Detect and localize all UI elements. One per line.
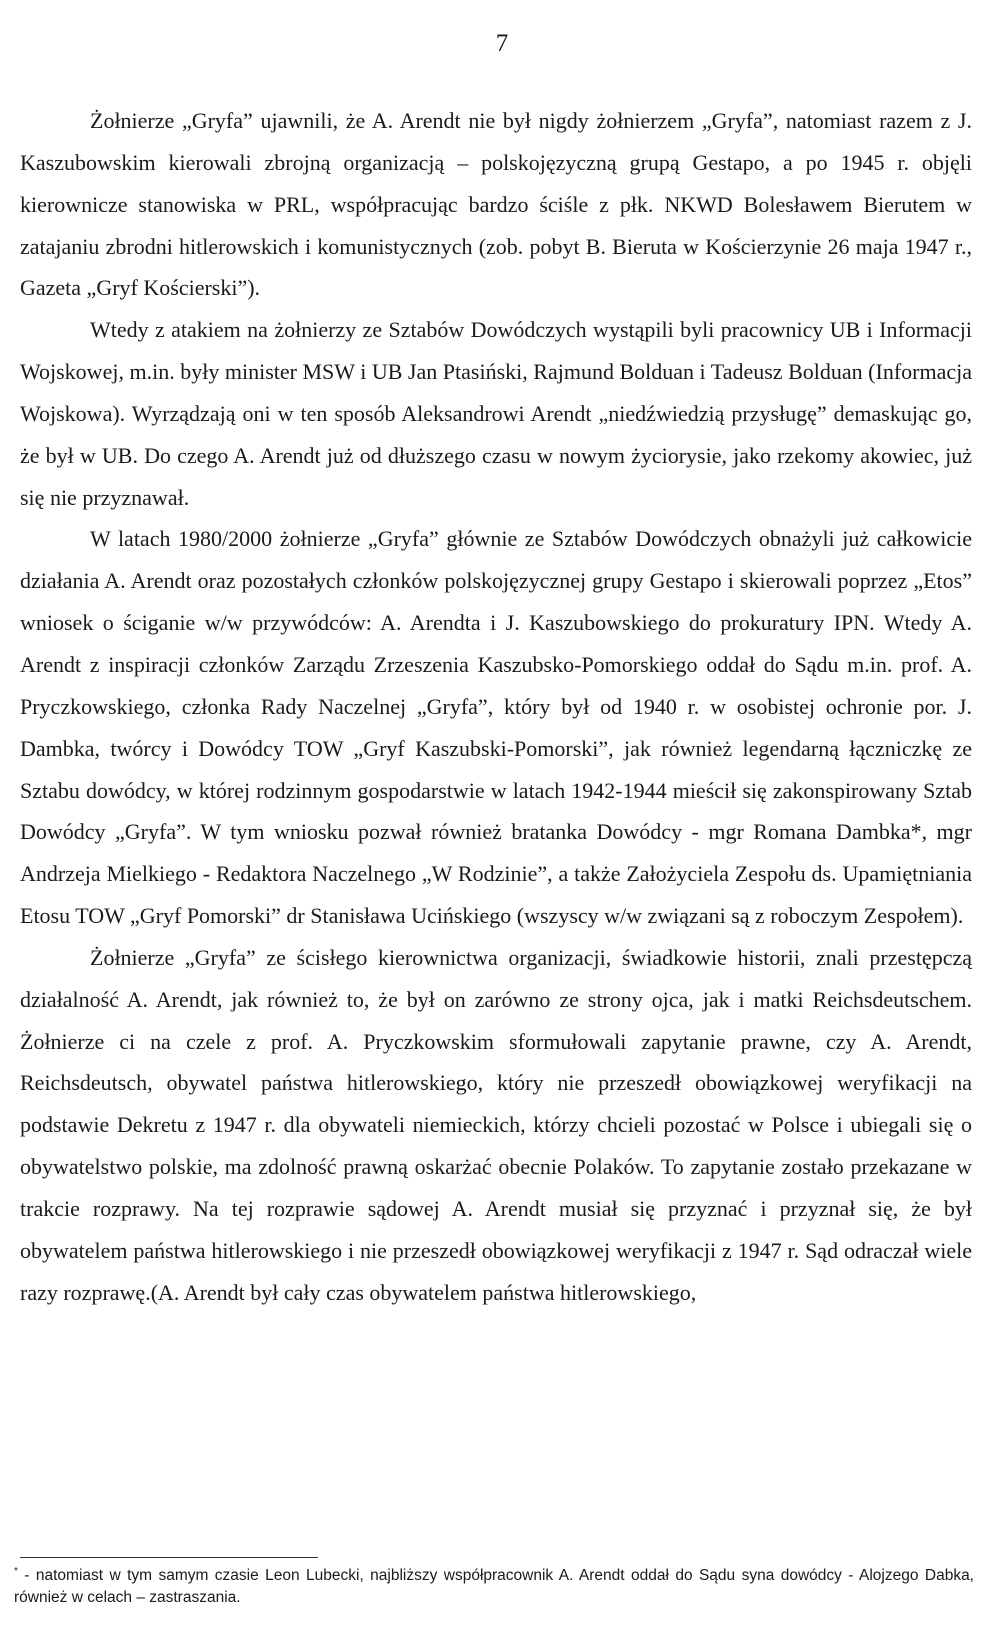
paragraph-4: Żołnierze „Gryfa” ze ścisłego kierownictwa organizacji, świadkowie historii, znali przestępczą działalność A. Arendt, jak również to, że był on zarówno ze strony ojca, jak i matki Reichsdeutschem. Żołnierze ci na czele z prof. A. Pryczkowskim sformułowali zapytanie prawne, czy A. Arendt, Reichsdeutsch, obywatel państwa hitlerowskiego, który nie przeszedł obowiązkowej weryfikacji na podstawie Dekretu z 1947 r. dla obywateli niemieckich, którzy chcieli pozostać w Polsce i ubiegali się o obywatelstwo polskie, ma zdolność prawną oskarżać obecnie Polaków. To zapytanie zostało przekazane w trakcie rozprawy. Na tej rozprawie sądowej A. Arendt musiał się przyznać i przyznał się, że był obywatelem państwa hitlerowskiego i nie przeszedł obowiązkowej weryfikacji z 1947 r. Sąd odraczał wiele razy rozprawę.(A. Arendt był cały czas obywatelem państwa hitlerowskiego, xyxy=(20,944,972,1305)
paragraph-1: Żołnierze „Gryfa” ujawnili, że A. Arendt nie był nigdy żołnierzem „Gryfa”, natomiast razem z J. Kaszubowskim kierowali zbrojną organizacją – polskojęzyczną grupą Gestapo, a po 1945 r. objęli kierownicze stanowiska w PRL, współpracując bardzo ściśle z płk. NKWD Bolesławem Bierutem w zatajaniu zbrodni hitlerowskich i komunistycznych (zob. pobyt B. Bieruta w Kościerzynie 26 maja 1947 r., Gazeta „Gryf Kościerski”). xyxy=(20,108,972,301)
footnote-text: - natomiast w tym samym czasie Leon Lubecki, najbliższy współpracownik A. Arendt oddał do Sądu syna dowódcy - Alojzego Dabka, również w celach – zastraszania. xyxy=(14,1567,974,1606)
paragraph-2: Wtedy z atakiem na żołnierzy ze Sztabów Dowódczych wystąpili byli pracownicy UB i Informacji Wojskowej, m.in. były minister MSW i UB Jan Ptasiński, Rajmund Bolduan i Tadeusz Bolduan (Informacja Wojskowa). Wyrządzają oni w ten sposób Aleksandrowi Arendt „niedźwiedzią przysługę” demaskując go, że był w UB. Do czego A. Arendt już od dłuższego czasu w nowym życiorysie, jako rzekomy akowiec, już się nie przyznawał. xyxy=(20,317,972,510)
footnote-marker: * xyxy=(14,1565,18,1577)
footnote-divider xyxy=(20,1557,318,1558)
page-number: 7 xyxy=(495,30,509,57)
footnote xyxy=(14,1565,974,1609)
paragraph-3: W latach 1980/2000 żołnierze „Gryfa” głównie ze Sztabów Dowódczych obnażyli już całkowicie działania A. Arendt oraz pozostałych członków polskojęzycznej grupy Gestapo i skierowali poprzez „Etos” wniosek o ściganie w/w przywódców: A. Arendta i J. Kaszubowskiego do prokuratury IPN. Wtedy A. Arendt z inspiracji członków Zarządu Zrzeszenia Kaszubsko-Pomorskiego oddał do Sądu m.in. prof. A. Pryczkowskiego, członka Rady Naczelnej „Gryfa”, który był od 1940 r. w osobistej ochronie por. J. Dambka, twórcy i Dowódcy TOW „Gryf Kaszubski-Pomorski”, jak również legendarną łączniczkę ze Sztabu dowódcy, w której rodzinnym gospodarstwie w latach 1942-1944 mieścił się zakonspirowany Sztab Dowódcy „Gryfa”. W tym wniosku pozwał również bratanka Dowódcy - mgr Romana Dambka*, mgr Andrzeja Mielkiego - Redaktora Naczelnego „W Rodzinie”, a także Założyciela Zespołu ds. Upamiętniania Etosu TOW „Gryf Pomorski” dr Stanisława Ucińskiego (wszyscy w/w związani są z roboczym Zespołem). xyxy=(20,526,972,929)
body-text xyxy=(20,100,972,1313)
